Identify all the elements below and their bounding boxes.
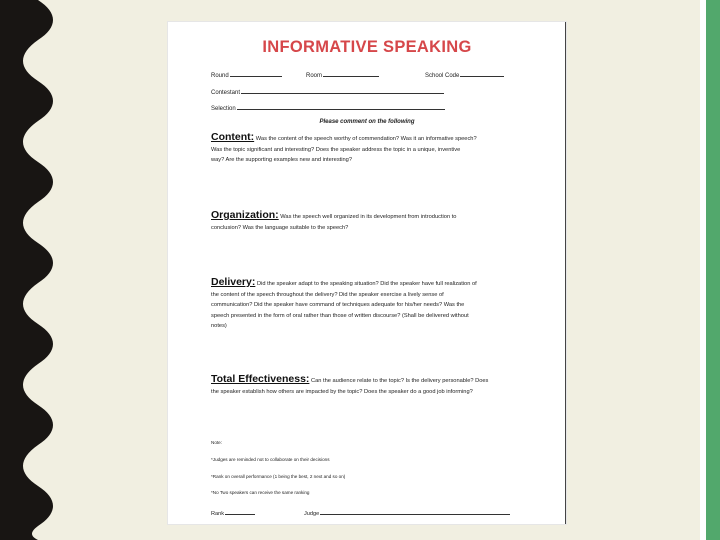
page-edge-line bbox=[565, 22, 566, 524]
room-blank[interactable] bbox=[323, 70, 379, 77]
note-item: *No Two speakers can receive the same ranking bbox=[211, 490, 310, 495]
judge-blank[interactable] bbox=[320, 508, 510, 515]
content-line-1: Was the content of the speech worthy of commendation? Was it an informative speech? bbox=[255, 136, 477, 142]
delivery-section bbox=[211, 277, 541, 332]
comment-prompt: Please comment on the following bbox=[319, 119, 415, 125]
content-heading: Content: bbox=[211, 131, 255, 143]
content-line-2: Was the topic significant and interesting? Does the speaker address the topic in a unique, inventive bbox=[211, 146, 461, 153]
evaluation-form-page bbox=[168, 22, 566, 524]
wavy-left-border bbox=[0, 0, 60, 540]
delivery-line-3: communication? Did the speaker have command of techniques adequate for his/her needs? Was the bbox=[211, 302, 465, 308]
organization-heading: Organization: bbox=[211, 209, 279, 221]
organization-line-2: conclusion? Was the language suitable to the speech? bbox=[211, 224, 349, 231]
judge-field bbox=[304, 508, 510, 517]
note-item: *Judges are reminded not to collaborate on their decisions bbox=[211, 457, 330, 462]
notes-label: Note: bbox=[211, 440, 222, 445]
room-label: Room bbox=[306, 73, 323, 79]
total-effectiveness-line-2: the speaker establish how others are impacted by the topic? Does the speaker do a good job informing? bbox=[211, 388, 473, 395]
round-label: Round bbox=[211, 73, 229, 79]
contestant-field bbox=[211, 87, 444, 96]
delivery-heading: Delivery: bbox=[211, 276, 256, 288]
contestant-blank[interactable] bbox=[241, 87, 444, 94]
total-effectiveness-line-1: Can the audience relate to the topic? Is the delivery personable? Does bbox=[311, 378, 489, 384]
round-field bbox=[211, 70, 282, 79]
school-code-blank[interactable] bbox=[460, 70, 504, 77]
total-effectiveness-heading: Total Effectiveness: bbox=[211, 373, 310, 385]
school-code-field bbox=[425, 70, 504, 79]
delivery-line-2: the content of the speech throughout the delivery? Did the speaker exercise a lively sense of bbox=[211, 291, 444, 298]
rank-field bbox=[211, 508, 255, 517]
total-effectiveness-section bbox=[211, 374, 541, 397]
rank-label: Rank bbox=[211, 511, 225, 517]
selection-label: Selection bbox=[211, 106, 236, 112]
form-title: INFORMATIVE SPEAKING bbox=[262, 38, 472, 56]
delivery-line-1: Did the speaker adapt to the speaking situation? Did the speaker have full realization of bbox=[256, 281, 477, 287]
contestant-label: Contestant bbox=[211, 90, 241, 96]
organization-line-1: Was the speech well organized in its development from introduction to bbox=[280, 214, 457, 220]
green-accent-stripe bbox=[706, 0, 720, 540]
judge-label: Judge bbox=[304, 511, 320, 517]
round-blank[interactable] bbox=[230, 70, 282, 77]
school-code-label: School Code bbox=[425, 73, 460, 79]
delivery-line-4: speech presented in the form of oral rather than those of written discourse? (Shall be delivered without bbox=[211, 312, 469, 319]
organization-section bbox=[211, 210, 541, 233]
room-field bbox=[306, 70, 379, 79]
content-section bbox=[211, 132, 541, 166]
content-line-3: way? Are the supporting examples new and interesting? bbox=[211, 157, 353, 163]
delivery-line-5: notes) bbox=[211, 323, 227, 329]
rank-blank[interactable] bbox=[225, 508, 255, 515]
selection-field bbox=[211, 103, 445, 112]
note-item: *Rank on overall performance (1 being the best, 2 next and so on) bbox=[211, 474, 346, 479]
selection-blank[interactable] bbox=[237, 103, 445, 110]
